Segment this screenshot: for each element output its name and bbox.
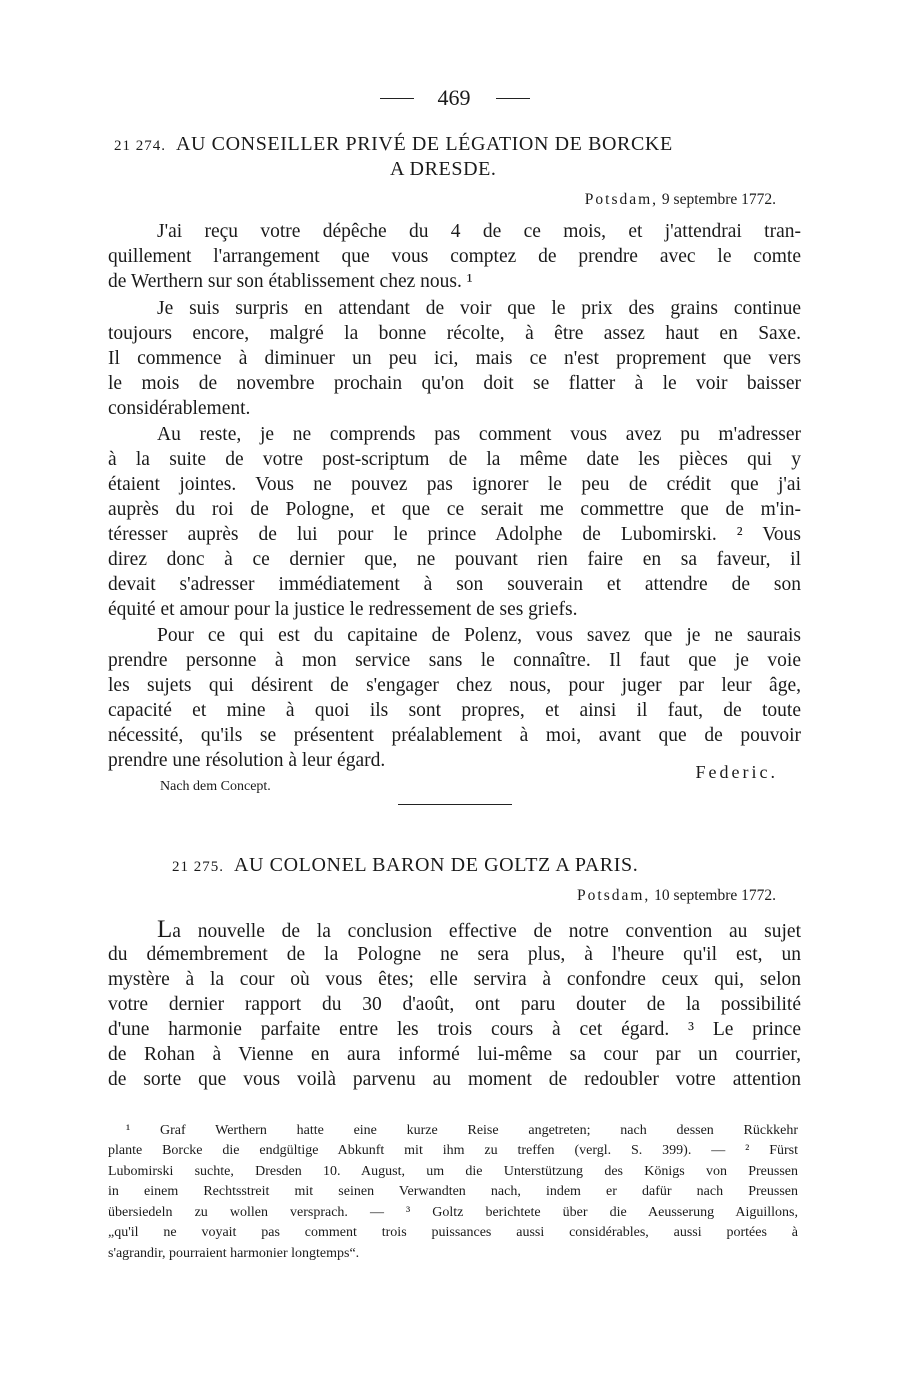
footnote-line: Lubomirski suchte, Dresden 10. August, um die Unterstützung des Königs von Preussen	[108, 1164, 798, 1179]
body-line: devait s'adresser immédiatement à son souverain et attendre de son	[108, 574, 801, 595]
letter-dateline	[585, 190, 776, 210]
footnote-line: „qu'il ne voyait pas comment trois puissances aussi considérables, aussi portées à	[108, 1225, 798, 1240]
body-line: de Werthern sur son établissement chez nous. ¹	[108, 271, 473, 292]
body-line: considérablement.	[108, 398, 251, 419]
body-line: auprès du roi de Pologne, et que ce serait me commettre que de m'in-	[108, 499, 801, 520]
letter-heading	[114, 132, 673, 158]
letter-heading	[172, 853, 638, 879]
letter-dateline	[577, 886, 776, 906]
body-line: à la suite de votre post-scriptum de la même date les pièces qui y	[108, 449, 801, 470]
letter-number: 21 274.	[114, 138, 166, 154]
body-line: J'ai reçu votre dépêche du 4 de ce mois, et j'attendrai tran-	[157, 221, 801, 242]
body-line: prendre une résolution à leur égard.	[108, 750, 386, 771]
body-line: votre dernier rapport du 30 d'août, ont paru douter de la possibilité	[108, 994, 801, 1015]
initial-letter: L	[157, 916, 173, 943]
body-line: téresser auprès de lui pour le prince Adolphe de Lubomirski. ² Vous	[108, 524, 801, 545]
body-line: prendre personne à mon service sans le connaître. Il faut que je voie	[108, 650, 801, 671]
letter-addressee-line1: AU COLONEL BARON DE GOLTZ A PARIS.	[234, 854, 639, 876]
footnote-line: übersiedeln zu wollen versprach. — ³ Goltz berichtete über die Aeusserung Aiguillons,	[108, 1205, 798, 1220]
footnote-line: ¹ Graf Werthern hatte eine kurze Reise angetreten; nach dessen Rückkehr	[126, 1123, 798, 1138]
body-line: équité et amour pour la justice le redressement de ses griefs.	[108, 599, 578, 620]
body-line: de Rohan à Vienne en aura informé lui-même sa cour par un courrier,	[108, 1044, 801, 1065]
page-number-dash-right	[496, 98, 530, 99]
body-line: étaient jointes. Vous ne pouvez pas ignorer le peu de crédit que j'ai	[108, 474, 801, 495]
body-line: mystère à la cour où vous êtes; elle servira à confondre ceux qui, selon	[108, 969, 801, 990]
page-number: 469	[437, 85, 471, 110]
body-line: direz donc à ce dernier que, ne pouvant rien faire en sa faveur, il	[108, 549, 801, 570]
section-divider	[398, 804, 512, 805]
dateline-date: 10 septembre 1772.	[654, 887, 776, 904]
body-line: les sujets qui désirent de s'engager chez nous, pour juger par leur âge,	[108, 675, 801, 696]
letter-number: 21 275.	[172, 859, 224, 875]
body-line: toujours encore, malgré la bonne récolte, à être assez haut en Saxe.	[108, 323, 801, 344]
page-number-dash-left	[380, 98, 414, 99]
body-line: Il commence à diminuer un peu ici, mais ce n'est proprement que vers	[108, 348, 801, 369]
body-line: capacité et mine à quoi ils sont propres, et ainsi il faut, de toute	[108, 700, 801, 721]
letter-addressee-line2: A DRESDE.	[390, 158, 497, 180]
signature: Federic.	[695, 762, 778, 782]
body-line: de sorte que vous voilà parvenu au moment de redoubler votre attention	[108, 1069, 801, 1090]
letter-addressee-line1: AU CONSEILLER PRIVÉ DE LÉGATION DE BORCKE	[176, 133, 673, 155]
body-line: quillement l'arrangement que vous comptez de prendre avec le comte	[108, 246, 801, 267]
page-number-block	[380, 85, 530, 111]
body-line: Au reste, je ne comprends pas comment vous avez pu m'adresser	[157, 424, 801, 445]
body-line	[157, 917, 801, 944]
body-line-rest: a nouvelle de la conclusion effective de notre convention au sujet	[172, 921, 801, 942]
body-line: d'une harmonie parfaite entre les trois cours à cet égard. ³ Le prince	[108, 1019, 801, 1040]
dateline-date: 9 septembre 1772.	[661, 191, 776, 208]
body-line: Pour ce qui est du capitaine de Polenz, vous savez que je ne saurais	[157, 625, 801, 646]
source-note: Nach dem Concept.	[160, 779, 271, 794]
body-line: nécessité, qu'ils se présentent préalablement à moi, avant que de pouvoir	[108, 725, 801, 746]
body-line: du démembrement de la Pologne ne sera plus, à l'heure qu'il est, un	[108, 944, 801, 965]
body-line: le mois de novembre prochain qu'on doit se flatter à le voir baisser	[108, 373, 801, 394]
footnote-line: s'agrandir, pourraient harmonier longtemps“.	[108, 1246, 360, 1261]
footnote-line: plante Borcke die endgültige Abkunft mit ihm zu treffen (vergl. S. 399). — ² Fürst	[108, 1143, 798, 1158]
footnote-line: in einem Rechtsstreit mit seinen Verwandten nach, indem er dafür nach Preussen	[108, 1184, 798, 1199]
dateline-place: Potsdam,	[577, 887, 651, 904]
body-line: Je suis surpris en attendant de voir que le prix des grains continue	[157, 298, 801, 319]
dateline-place: Potsdam,	[584, 191, 659, 208]
